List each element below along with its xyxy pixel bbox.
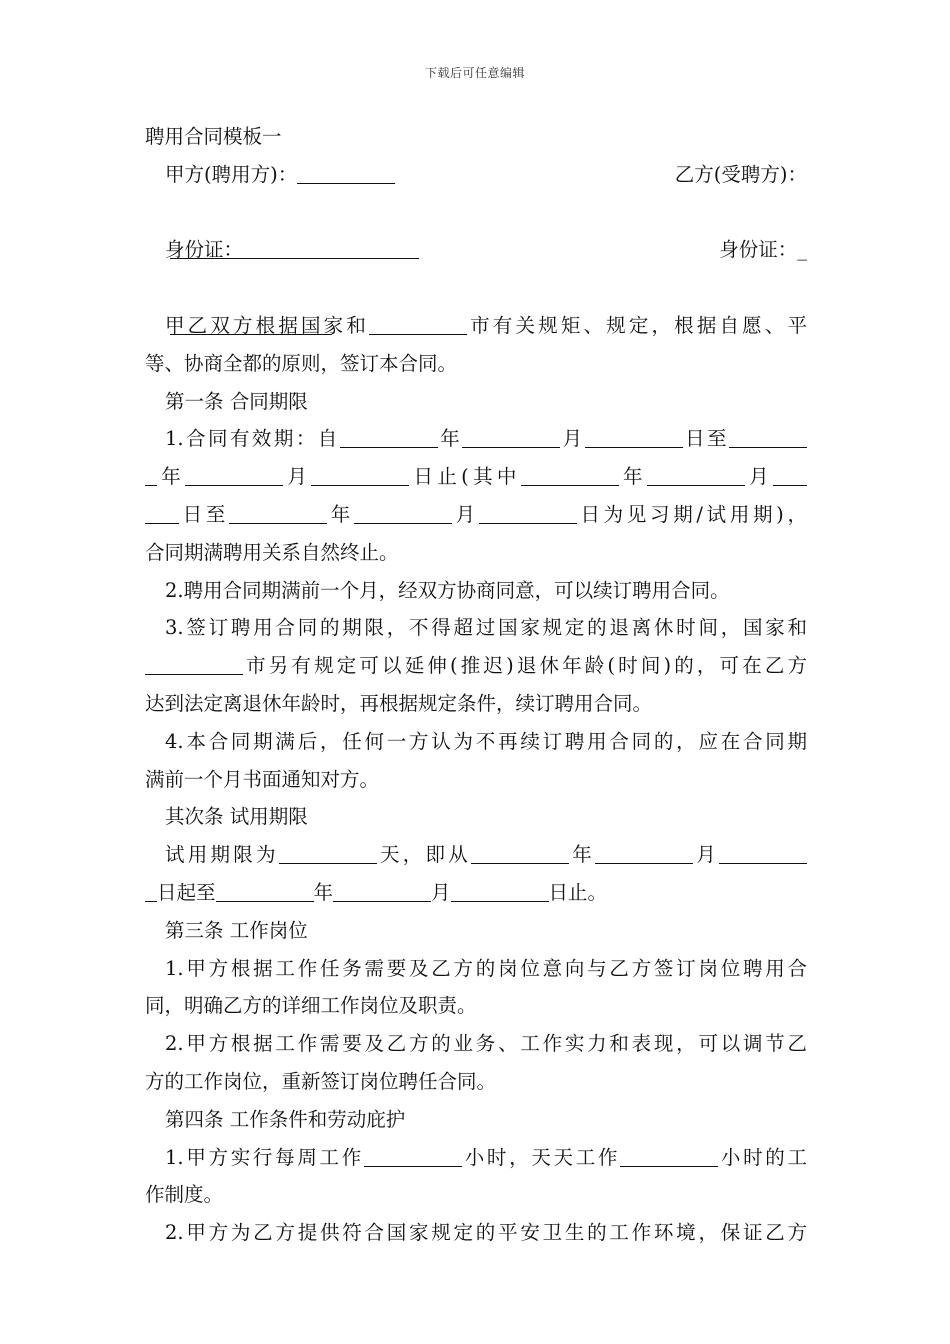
article-1-clause-3: 3.签订聘用合同的期限，不得超过国家规定的退离休时间，国家和 [165,616,807,640]
article-1-line-2 [145,458,807,496]
article-4-title: 第四条 工作条件和劳动庇护 [165,1107,406,1131]
id-b-group [719,231,807,269]
article-1-line-3 [145,496,807,534]
contract-body [145,118,807,1252]
article-3-clause-1: 1.甲方根据工作任务需要及乙方的岗位意向与乙方签订岗位聘用合 [165,956,807,980]
party-a-group [165,156,395,194]
probation-month-blank[interactable] [647,462,745,486]
trial-start-month-blank[interactable] [595,840,693,864]
probation-day-blank-a[interactable] [773,462,807,486]
page-header-note: 下载后可任意编辑 [424,66,525,80]
document-title: 聘用合同模板一 [145,125,282,148]
id-a-label: 身份证： [165,238,244,262]
id-a-blank[interactable] [243,235,419,259]
year-label: 年 [157,465,186,489]
year-label: 年 [618,465,647,489]
trial-start-day-blank-a[interactable] [719,840,807,864]
month-label: 月 [431,880,451,904]
intro-text-b: 市有关规矩、规定，根据自愿、平 [467,313,807,337]
article-1-clause-3-cont [145,647,807,685]
probation-end-year-blank[interactable] [229,500,327,524]
weekly-hours-label: 1.甲方实行每周工作 [165,1145,364,1169]
year-label: 年 [568,843,595,867]
from-label: 天，即从 [376,843,471,867]
month-label: 月 [283,465,312,489]
city-blank-2[interactable] [145,651,243,675]
day-to-label: 日至 [179,502,230,526]
article-2-line-1 [145,836,807,874]
city-blank[interactable] [369,311,467,335]
article-4-clause-1-end: 作制度。 [145,1183,224,1207]
party-a-blank[interactable] [297,160,395,184]
id-line [145,231,807,269]
article-1-clause-4-end: 满前一个月书面通知对方。 [145,767,380,791]
id-b-label: 身份证： [719,238,798,262]
end-day-blank[interactable] [311,462,409,486]
probation-day-blank-b[interactable] [145,500,179,524]
daily-hours-label: 小时，天天工作 [461,1145,621,1169]
month-label: 月 [744,465,773,489]
article-4-clause-2: 2.甲方为乙方提供符合国家规定的平安卫生的工作环境，保证乙方 [165,1221,807,1245]
daily-hours-blank[interactable] [620,1143,718,1167]
party-b-label: 乙方(受聘方)： [674,162,807,186]
end-year-blank-b[interactable] [145,462,157,486]
start-until-label: 日起至 [157,880,216,904]
article-1-line-1 [145,420,807,458]
hours-suffix: 小时的工 [718,1145,807,1169]
weekly-hours-blank[interactable] [364,1143,462,1167]
probation-label: 日为见习期/试用期)， [576,502,807,526]
article-1-line-4: 合同期满聘用关系自然终止。 [145,540,399,564]
article-3-clause-1-end: 同，明确乙方的详细工作岗位及职责。 [145,994,477,1018]
trial-start-year-blank[interactable] [471,840,569,864]
year-label: 年 [327,502,354,526]
article-1-clause-2: 2.聘用合同期满前一个月，经双方协商同意，可以续订聘用合同。 [165,578,730,602]
probation-period-label: 试用期限为 [165,843,279,867]
intro-line-2: 等、协商全都的原则，签订本合同。 [145,351,458,375]
day-to-label: 日至 [682,427,729,451]
until-label: 日止(其中 [409,465,521,489]
start-month-blank[interactable] [462,424,560,448]
intro-text-a: 甲乙双方根据国家和 [165,313,369,337]
year-label: 年 [313,880,334,904]
intro-line-1 [145,307,807,345]
party-b-line [145,194,807,232]
id-b-line [145,269,807,307]
article-3-title: 第三条 工作岗位 [165,918,308,942]
clause-3-text: 市另有规定可以延伸(推迟)退休年龄(时间)的，可在乙方 [243,654,807,678]
month-label: 月 [560,427,585,451]
end-month-blank[interactable] [185,462,283,486]
year-label: 年 [437,427,463,451]
end-year-blank-a[interactable] [729,424,807,448]
article-1-clause-4: 4.本合同期满后，任何一方认为不再续订聘用合同的，应在合同期 [165,729,807,753]
trial-start-day-blank-b[interactable] [145,878,157,902]
id-b-tail: _ [797,238,807,262]
party-a-label: 甲方(聘用方)： [165,162,298,186]
probation-year-blank[interactable] [521,462,619,486]
article-1-clause-3-end: 达到法定离退休年龄时，再根据规定条件，续订聘用合同。 [145,691,653,715]
trial-end-year-blank[interactable] [216,878,314,902]
start-day-blank[interactable] [585,424,683,448]
month-label: 月 [692,843,719,867]
article-2-title: 其次条 试用期限 [165,805,308,829]
term-label: 1.合同有效期：自 [165,427,340,451]
probation-end-month-blank[interactable] [354,500,452,524]
trial-end-month-blank[interactable] [333,878,431,902]
start-year-blank[interactable] [340,424,438,448]
id-a-group [165,231,419,269]
probation-days-blank[interactable] [279,840,377,864]
article-1-title: 第一条 合同期限 [165,389,308,413]
month-label: 月 [451,502,479,526]
article-4-clause-1 [145,1139,807,1177]
article-3-clause-2-end: 方的工作岗位，重新签订岗位聘任合同。 [145,1069,497,1093]
end-label: 日止。 [548,880,608,904]
article-2-line-2 [145,874,807,912]
party-line [145,156,807,194]
probation-end-day-blank[interactable] [479,500,577,524]
trial-end-day-blank[interactable] [451,878,549,902]
article-3-clause-2: 2.甲方根据工作需要及乙方的业务、工作实力和表现，可以调节乙 [165,1032,807,1056]
